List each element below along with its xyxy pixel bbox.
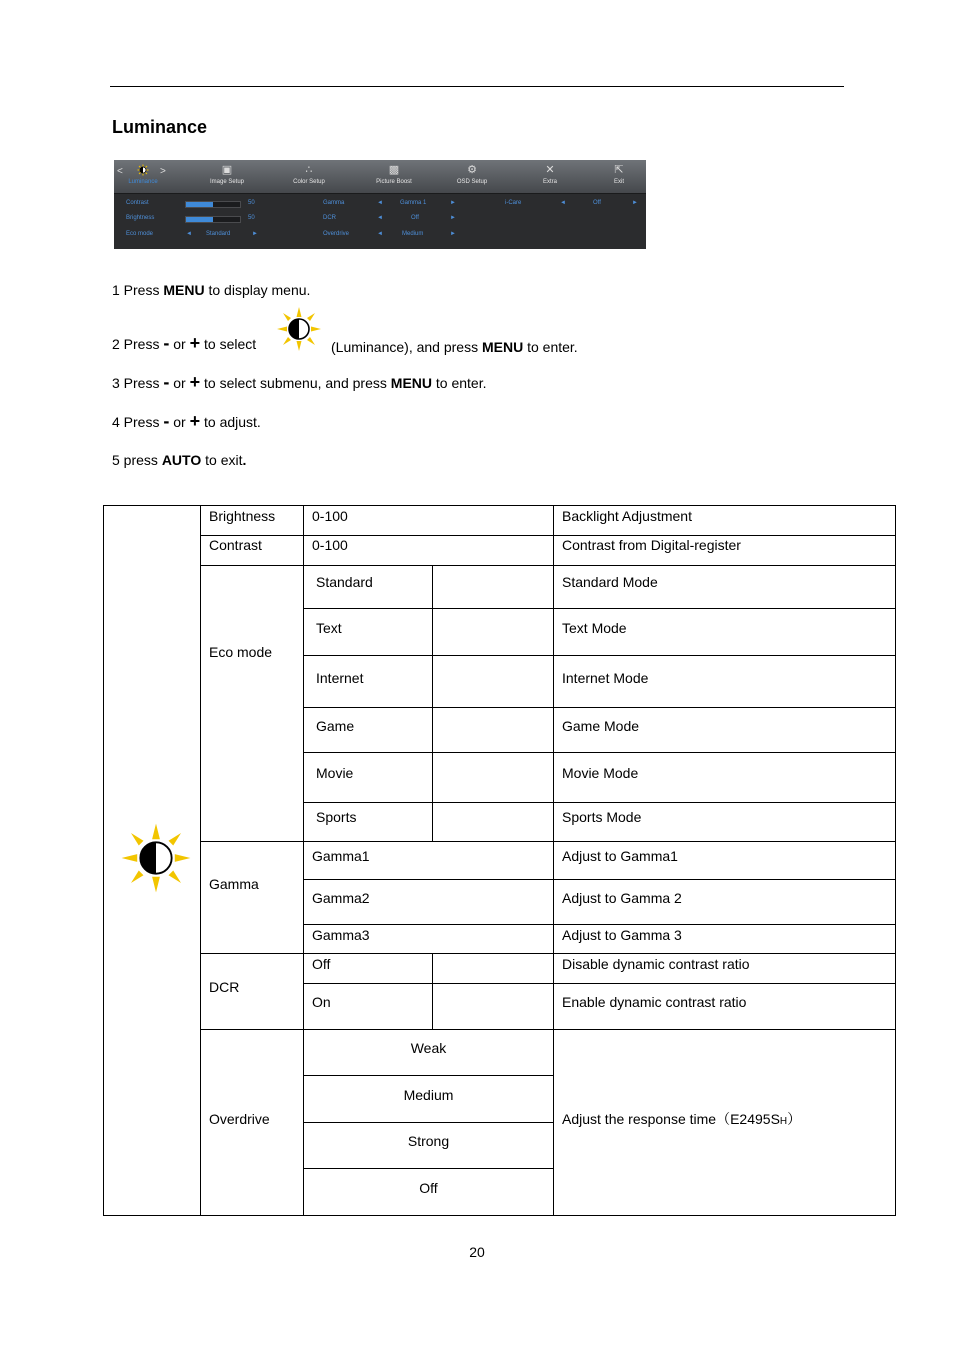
dcr-label: DCR — [209, 979, 240, 995]
osd-gamma-label: Gamma — [323, 200, 345, 206]
image-setup-icon: ▣ — [221, 164, 233, 176]
osd-tab-extra[interactable]: ✕ Extra — [542, 164, 557, 185]
dcr-option-desc: Disable dynamic contrast ratio — [562, 956, 750, 972]
color-setup-icon: ∴ — [305, 164, 313, 176]
osd-icare-label: i-Care — [505, 200, 522, 206]
eco-option-name: Internet — [316, 670, 364, 686]
eco-option-desc: Game Mode — [562, 718, 640, 734]
osd-gamma-right-arrow[interactable]: ► — [450, 200, 456, 206]
osd-overdrive-value: Medium — [402, 231, 424, 237]
minus-key-symbol: - — [163, 411, 170, 431]
plus-key-symbol: + — [189, 333, 201, 353]
dcr-option-desc: Enable dynamic contrast ratio — [562, 994, 747, 1010]
osd-overdrive-left-arrow[interactable]: ◄ — [377, 231, 383, 237]
osd-icare-value: Off — [593, 200, 601, 206]
osd-tab-image-setup[interactable]: ▣ Image Setup — [209, 164, 245, 185]
eco-option-desc: Internet Mode — [562, 670, 649, 686]
eco-option-name: Game — [316, 718, 355, 734]
osd-tab-osd-setup[interactable]: ⚙ OSD Setup — [456, 164, 488, 185]
contrast-label: Contrast — [209, 537, 262, 553]
gamma-option-name: Gamma3 — [312, 927, 370, 943]
step-4: 4 Press - or + to adjust. — [112, 411, 261, 431]
picture-boost-icon: ▩ — [388, 164, 400, 176]
brightness-range: 0-100 — [312, 508, 348, 524]
osd-tab-color-setup[interactable]: ∴ Color Setup — [293, 164, 325, 185]
gamma-option-desc: Adjust to Gamma 2 — [562, 890, 682, 906]
step-2-continued: (Luminance), and press MENU to enter. — [331, 339, 578, 355]
gamma-label: Gamma — [209, 876, 259, 892]
gamma-option-desc: Adjust to Gamma1 — [562, 848, 678, 864]
step-3: 3 Press - or + to select submenu, and press MENU to enter. — [112, 372, 487, 392]
eco-option-name: Standard — [316, 574, 373, 590]
overdrive-option: Weak — [410, 1040, 447, 1056]
chevron-left-icon: < — [117, 166, 123, 177]
gamma-option-name: Gamma2 — [312, 890, 370, 906]
brightness-desc: Backlight Adjustment — [562, 508, 692, 524]
eco-option-desc: Sports Mode — [562, 809, 642, 825]
luminance-table-sun-icon — [120, 822, 192, 894]
overdrive-option: Off — [419, 1180, 438, 1196]
gamma-option-name: Gamma1 — [312, 848, 370, 864]
gamma-option-desc: Adjust to Gamma 3 — [562, 927, 682, 943]
osd-overdrive-right-arrow[interactable]: ► — [450, 231, 456, 237]
eco-option-desc: Text Mode — [562, 620, 627, 636]
dcr-option-name: On — [312, 994, 331, 1010]
eco-mode-label: Eco mode — [209, 644, 273, 660]
step-2: 2 Press - or + to select — [112, 333, 257, 353]
extra-icon: ✕ — [545, 164, 555, 176]
osd-dcr-label: DCR — [323, 215, 336, 221]
osd-contrast-label: Contrast — [126, 200, 149, 206]
osd-brightness-value: 50 — [248, 215, 255, 221]
step-1: 1 Press MENU to display menu. — [112, 282, 311, 298]
brightness-label: Brightness — [209, 508, 276, 524]
osd-dcr-right-arrow[interactable]: ► — [450, 215, 456, 221]
section-title: Luminance — [112, 117, 208, 137]
overdrive-option: Strong — [407, 1133, 450, 1149]
chevron-right-icon: > — [160, 166, 166, 177]
dcr-option-name: Off — [312, 956, 331, 972]
step-5: 5 press AUTO to exit. — [112, 452, 247, 468]
page-number: 20 — [469, 1244, 485, 1260]
plus-key-symbol: + — [189, 372, 201, 392]
minus-key-symbol: - — [163, 333, 170, 353]
minus-key-symbol: - — [163, 372, 170, 392]
overdrive-label: Overdrive — [209, 1111, 270, 1127]
osd-dcr-left-arrow[interactable]: ◄ — [377, 215, 383, 221]
eco-option-name: Text — [316, 620, 342, 636]
osd-overdrive-label: Overdrive — [323, 231, 350, 237]
osd-tab-luminance[interactable]: Luminance — [114, 164, 178, 185]
osd-gamma-left-arrow[interactable]: ◄ — [377, 200, 383, 206]
contrast-desc: Contrast from Digital-register — [562, 537, 741, 553]
osd-icare-right-arrow[interactable]: ► — [632, 200, 638, 206]
osd-gamma-value: Gamma 1 — [400, 200, 427, 206]
osd-icare-left-arrow[interactable]: ◄ — [560, 200, 566, 206]
osd-brightness-label: Brightness — [126, 215, 155, 221]
osd-tab-exit[interactable]: ⇱ Exit — [613, 164, 624, 185]
contrast-range: 0-100 — [312, 537, 348, 553]
osd-eco-right-arrow[interactable]: ► — [252, 231, 258, 237]
overdrive-desc: Adjust the response time（E2495SH） — [562, 1111, 802, 1127]
eco-option-name: Sports — [316, 809, 357, 825]
osd-eco-left-arrow[interactable]: ◄ — [186, 231, 192, 237]
osd-dcr-value: Off — [411, 215, 419, 221]
exit-icon: ⇱ — [614, 164, 624, 176]
eco-option-desc: Movie Mode — [562, 765, 639, 781]
osd-contrast-value: 50 — [248, 200, 255, 206]
eco-option-name: Movie — [316, 765, 354, 781]
eco-option-desc: Standard Mode — [562, 574, 658, 590]
plus-key-symbol: + — [189, 411, 201, 431]
osd-tab-picture-boost[interactable]: ▩ Picture Boost — [376, 164, 412, 185]
osd-eco-value: Standard — [206, 231, 231, 237]
osd-eco-label: Eco mode — [126, 231, 154, 237]
overdrive-option: Medium — [403, 1087, 454, 1103]
osd-setup-icon: ⚙ — [467, 164, 477, 176]
